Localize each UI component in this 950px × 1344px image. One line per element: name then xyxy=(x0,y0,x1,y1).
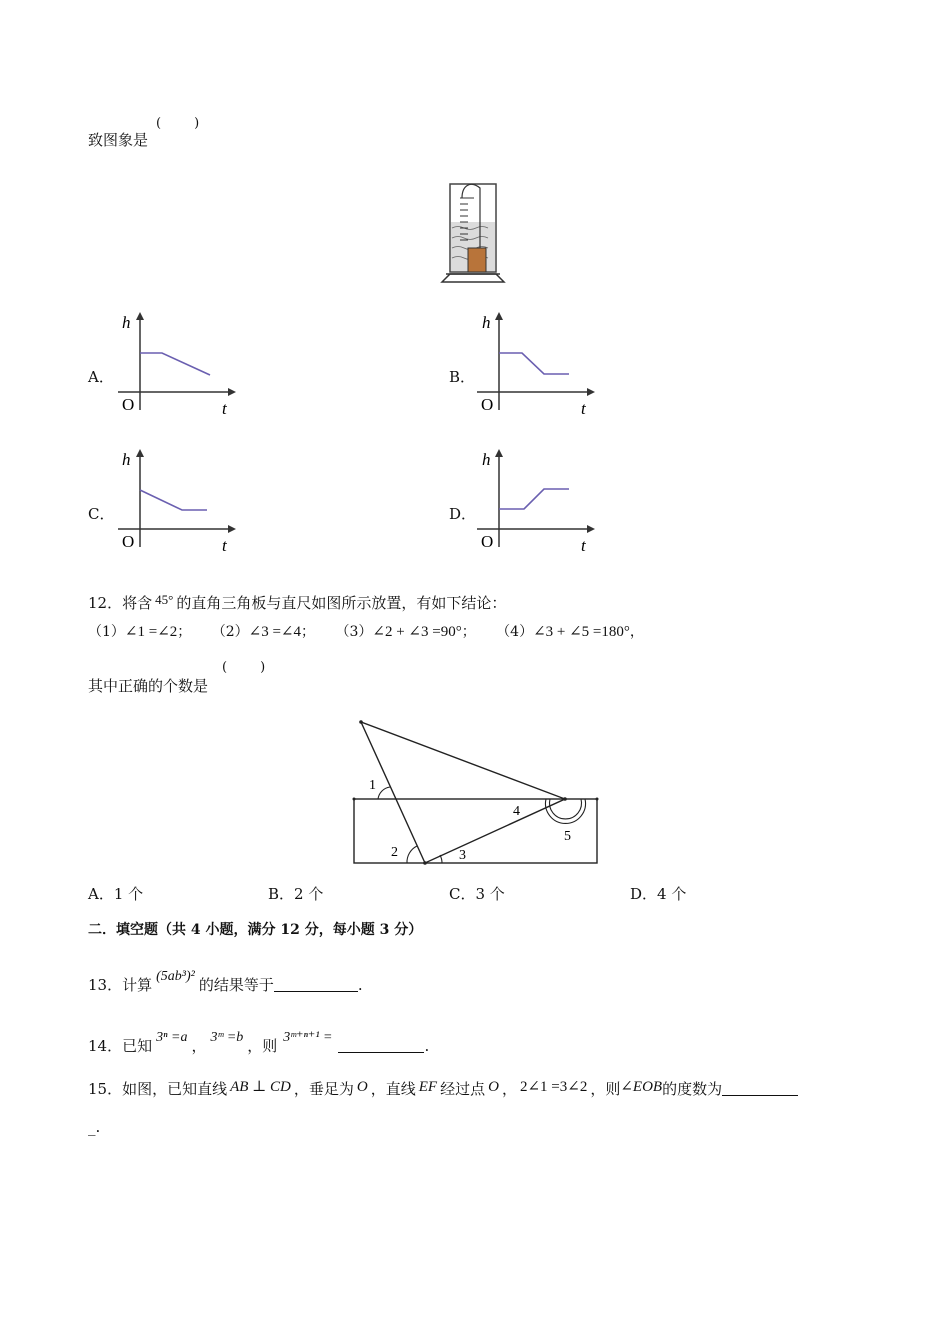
q15-point-o-2: O xyxy=(488,1079,499,1095)
graph-c-origin: O xyxy=(122,532,135,551)
graph-b-ylabel: h xyxy=(482,313,491,332)
q14 xyxy=(88,1028,429,1056)
graph-b-origin: O xyxy=(481,395,494,414)
graph-a-origin: O xyxy=(122,395,135,414)
q13-expr: (5ab³)² xyxy=(156,969,195,984)
graph-c-ylabel: h xyxy=(122,450,131,469)
q13 xyxy=(88,967,363,995)
q13-answer-blank[interactable] xyxy=(274,976,358,992)
option-b-label: B． xyxy=(449,368,476,386)
q13-post: 的结果等于 xyxy=(198,976,274,994)
q12-conclusions xyxy=(88,622,644,642)
angle-2-arc xyxy=(407,846,417,863)
graph-b xyxy=(472,310,602,420)
graph-a-xlabel: t xyxy=(222,399,227,418)
graph-a-ylabel: h xyxy=(122,313,131,332)
sep: ； xyxy=(461,624,476,640)
c2-label: （2） xyxy=(211,624,249,640)
q15-line-ef: EF xyxy=(418,1079,438,1095)
q12-stem-end: 其中正确的个数是 xyxy=(88,677,209,695)
angle-1-arc xyxy=(378,787,390,799)
q14-end: . xyxy=(424,1037,430,1055)
q13-number: 13． xyxy=(88,976,123,994)
q14-number: 14． xyxy=(88,1037,123,1055)
section-2-title: 二．填空题（共 4 小题，满分 12 分，每小题 3 分） xyxy=(88,922,423,938)
q15-angle-relation: 2∠1 =3∠2 xyxy=(519,1079,588,1095)
graph-d-xlabel: t xyxy=(581,536,586,555)
q14-e2: 3ᵐ =b xyxy=(210,1030,244,1045)
c3-expr: ∠2 + ∠3 =90° xyxy=(372,624,462,640)
q15-text-2: ，垂足为 xyxy=(293,1080,354,1098)
graph-c xyxy=(110,447,240,557)
q14-mid: ，则 xyxy=(247,1037,278,1055)
graph-d xyxy=(472,447,602,557)
q11-stem-end: 致图象是 xyxy=(88,131,149,149)
angle-label-2: 2 xyxy=(391,845,398,860)
q15-point-o: O xyxy=(356,1079,368,1095)
q12-stem-b: 的直角三角板与直尺如图所示放置，有如下结论： xyxy=(176,594,507,612)
sep: ； xyxy=(177,624,192,640)
c4-label: （4） xyxy=(496,624,534,640)
q12-choice-a: A．1 个 xyxy=(88,885,144,903)
q15-number: 15． xyxy=(88,1080,123,1098)
q12-choice-b: B．2 个 xyxy=(268,885,324,903)
cylinder-figure xyxy=(440,178,510,290)
q14-e3: 3ᵐ⁺ⁿ⁺¹ = xyxy=(283,1030,333,1045)
angle-label-5: 5 xyxy=(564,829,571,844)
q12-number: 12． xyxy=(88,594,123,612)
q11-answer-paren: ( ) xyxy=(156,116,200,131)
cylinder-base xyxy=(442,274,504,282)
q12-answer-paren: ( ) xyxy=(222,660,266,675)
graph-c-xlabel: t xyxy=(222,536,227,555)
q12-deg45: 45° xyxy=(155,592,174,607)
q15 xyxy=(88,1077,798,1099)
graph-d-ylabel: h xyxy=(482,450,491,469)
graph-a xyxy=(110,310,240,420)
graph-b-curve xyxy=(499,353,569,374)
triangle-ruler-figure xyxy=(340,712,610,872)
graph-d-origin: O xyxy=(481,532,494,551)
q13-end: . xyxy=(357,976,363,994)
option-c-label: C． xyxy=(88,505,115,523)
q15-answer-blank[interactable] xyxy=(722,1080,798,1096)
q15-text-7: 的度数为 xyxy=(662,1080,723,1098)
angle-label-4: 4 xyxy=(513,804,520,819)
graph-a-curve xyxy=(140,353,210,375)
option-a-label: A． xyxy=(88,368,114,386)
sep: ； xyxy=(301,624,316,640)
q14-answer-blank[interactable] xyxy=(338,1037,424,1053)
angle-label-1: 1 xyxy=(369,778,376,793)
c3-label: （3） xyxy=(335,624,373,640)
c1-expr: ∠1 =∠2 xyxy=(124,624,178,640)
q14-pre: 已知 xyxy=(122,1037,153,1055)
q15-text-6: ，则 xyxy=(590,1080,621,1098)
q15-tail: _. xyxy=(88,1118,101,1136)
q13-pre: 计算 xyxy=(122,976,153,994)
q12-stem xyxy=(88,590,506,613)
q12-choice-c: C．3 个 xyxy=(449,885,505,903)
graph-c-curve xyxy=(140,490,207,510)
triangle xyxy=(361,722,565,863)
q15-text-4: 经过点 xyxy=(440,1080,486,1098)
angle-3-arc xyxy=(440,855,442,863)
angle-label-3: 3 xyxy=(459,848,466,863)
q15-text-5: ， xyxy=(501,1080,517,1098)
q12-choice-d: D．4 个 xyxy=(630,885,687,903)
q12-stem-a: 将含 xyxy=(122,594,153,612)
c2-expr: ∠3 =∠4 xyxy=(248,624,302,640)
comma: ， xyxy=(629,624,644,640)
c1-label: （1） xyxy=(88,624,125,640)
graph-d-curve xyxy=(499,489,569,509)
q14-comma: ， xyxy=(191,1037,207,1055)
q15-text-1: 如图，已知直线 xyxy=(122,1080,228,1098)
q15-angle-eob: ∠EOB xyxy=(620,1079,663,1095)
graph-b-xlabel: t xyxy=(581,399,586,418)
block xyxy=(468,248,486,272)
option-d-label: D． xyxy=(449,505,477,523)
q15-text-3: ，直线 xyxy=(370,1080,416,1098)
c4-expr: ∠3 + ∠5 =180° xyxy=(533,624,630,640)
q14-e1: 3ⁿ =a xyxy=(156,1030,188,1045)
q15-ab-perp-cd: AB ⊥ CD xyxy=(230,1079,291,1095)
